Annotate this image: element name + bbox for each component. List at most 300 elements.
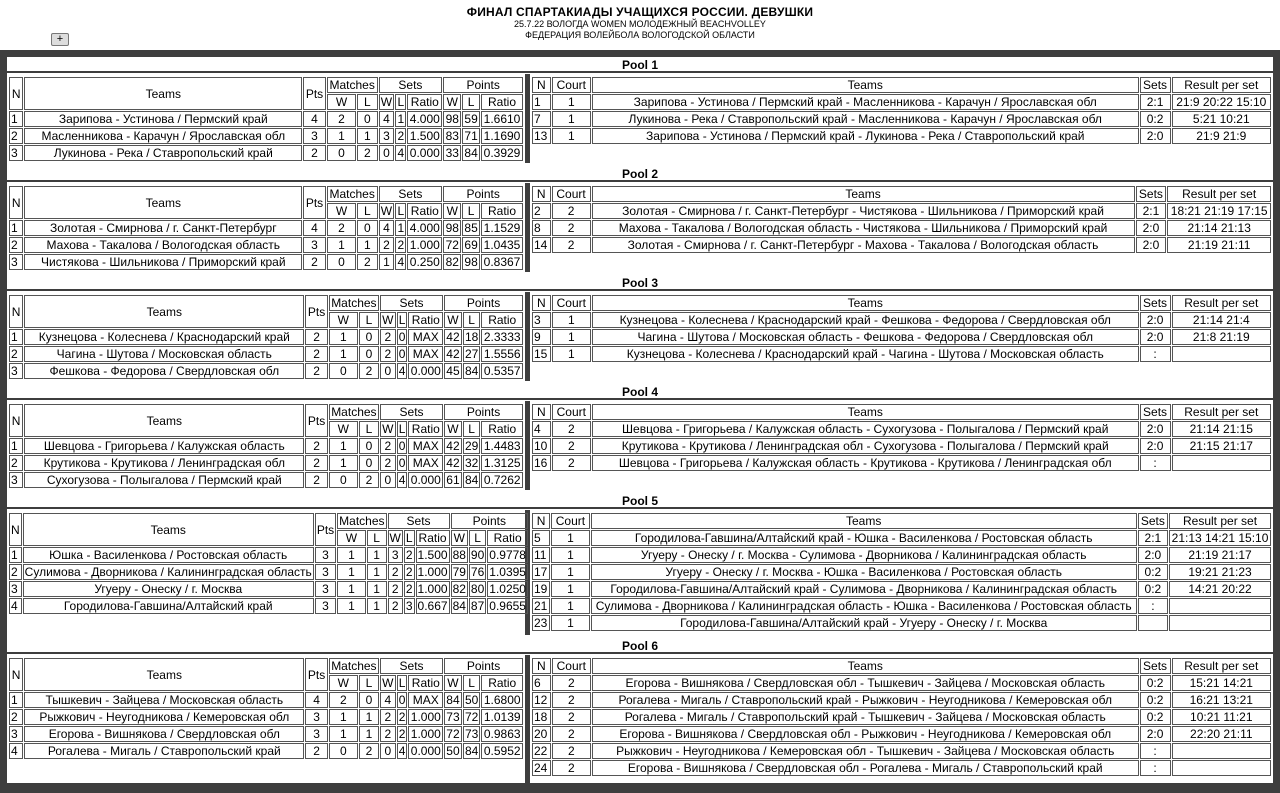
pool-title: Pool 6 xyxy=(7,638,1273,654)
match-number: 6 xyxy=(532,675,551,691)
points-won: 61 xyxy=(444,472,462,488)
team-points-total: 2 xyxy=(303,254,326,270)
standings-table xyxy=(8,294,524,380)
points-ratio: 1.0395 xyxy=(489,565,526,579)
match-teams: Лукинова - Река / Ставропольский край - Масленникова - Карачун / Ярославская обл xyxy=(592,111,1139,127)
matches-header-row xyxy=(532,77,1271,93)
column-divider xyxy=(525,74,530,163)
match-number: 21 xyxy=(532,598,550,614)
pool-columns xyxy=(7,401,1273,490)
matches-won: 0 xyxy=(329,472,358,488)
team-rank: 3 xyxy=(9,145,23,161)
points-won: 33 xyxy=(443,145,461,161)
team-points-total: 3 xyxy=(303,128,326,144)
matches-lost: 0 xyxy=(359,329,379,345)
points-won: 42 xyxy=(444,455,462,471)
standings-table xyxy=(8,657,524,760)
team-points-total: 2 xyxy=(305,438,327,454)
match-teams: Угуеру - Онеску / г. Москва - Юшка - Василенкова / Ростовская область xyxy=(591,564,1137,580)
standings-row xyxy=(9,581,528,597)
match-teams: Городилова-Гавшина/Алтайский край - Сулимова - Дворникова / Калининградская область xyxy=(591,581,1137,597)
points-won: 42 xyxy=(444,329,462,345)
points-lost: 90 xyxy=(470,548,485,562)
match-result xyxy=(1169,615,1271,631)
points-ratio: 0.5357 xyxy=(481,363,523,379)
subheader-ratio: Ratio xyxy=(481,94,523,110)
match-number: 20 xyxy=(532,726,551,742)
header-match-sets: Sets xyxy=(1140,77,1171,93)
header-n: N xyxy=(9,513,22,546)
match-sets: 2:0 xyxy=(1136,237,1167,253)
header-points: Points xyxy=(451,513,528,529)
match-row xyxy=(532,743,1271,759)
points-won: 88 xyxy=(452,548,466,562)
match-result: 21:14 21:13 xyxy=(1167,220,1271,236)
match-row xyxy=(532,760,1271,776)
header-result: Result per set xyxy=(1167,186,1271,202)
matches-header-row xyxy=(532,658,1271,674)
team-rank: 1 xyxy=(9,329,23,345)
match-teams: Зарипова - Устинова / Пермский край - Масленникова - Карачун / Ярославская обл xyxy=(592,94,1139,110)
match-row xyxy=(532,615,1271,631)
header-n: N xyxy=(9,77,23,110)
standings-row xyxy=(9,254,523,270)
match-court: 1 xyxy=(551,581,589,597)
sets-ratio: 4.000 xyxy=(407,111,442,127)
match-court: 2 xyxy=(552,421,591,437)
match-sets: 2:0 xyxy=(1140,329,1171,345)
pool-section xyxy=(7,57,1273,163)
match-sets: 0:2 xyxy=(1140,709,1171,725)
points-won: 72 xyxy=(443,237,461,253)
subheader-l: L xyxy=(395,203,406,219)
standings-row xyxy=(9,329,523,345)
match-court: 1 xyxy=(551,547,589,563)
match-number: 4 xyxy=(532,421,551,437)
match-sets: 2:0 xyxy=(1138,547,1168,563)
pool-title: Pool 1 xyxy=(7,57,1273,73)
team-rank: 1 xyxy=(9,220,23,236)
header-n: N xyxy=(9,404,23,437)
matches-table xyxy=(531,403,1272,472)
standings-table xyxy=(8,185,524,271)
match-row xyxy=(532,709,1271,725)
standings-row xyxy=(9,472,523,488)
pools-container xyxy=(7,57,1273,783)
match-sets: 0:2 xyxy=(1140,111,1171,127)
header-matches: Matches xyxy=(329,658,379,674)
match-number: 15 xyxy=(532,346,551,362)
match-number: 11 xyxy=(532,547,550,563)
match-court: 2 xyxy=(552,455,591,471)
sets-ratio: MAX xyxy=(408,346,443,362)
subheader-w: W xyxy=(443,203,461,219)
points-won: 83 xyxy=(443,128,461,144)
points-lost: 76 xyxy=(470,565,485,579)
points-lost: 87 xyxy=(470,599,485,613)
sets-won: 0 xyxy=(380,472,396,488)
match-number: 7 xyxy=(532,111,551,127)
sets-lost: 2 xyxy=(405,565,413,579)
sets-lost: 4 xyxy=(397,472,408,488)
match-teams: Зарипова - Устинова / Пермский край - Лукинова - Река / Ставропольский край xyxy=(592,128,1139,144)
header-points: Points xyxy=(443,186,523,202)
points-ratio: 1.0139 xyxy=(481,709,523,725)
points-won: 82 xyxy=(452,582,466,596)
sets-ratio: 1.500 xyxy=(417,548,448,562)
team-rank: 2 xyxy=(9,346,23,362)
pool-title: Pool 5 xyxy=(7,493,1273,509)
points-lost: 29 xyxy=(463,438,481,454)
team-name: Крутикова - Крутикова / Ленинградская обл xyxy=(24,455,304,471)
page-subtitle-date: 25.7.22 ВОЛОГДА WOMEN МОЛОДЕЖНЫЙ BEACHVOLLEY xyxy=(514,19,766,29)
header-pts: Pts xyxy=(303,186,326,219)
sets-lost: 3 xyxy=(405,599,413,613)
points-won: 98 xyxy=(443,111,461,127)
match-court: 1 xyxy=(551,598,589,614)
team-rank: 4 xyxy=(9,598,22,614)
subheader-l: L xyxy=(463,421,481,437)
match-sets: : xyxy=(1140,346,1171,362)
expand-button[interactable]: + xyxy=(51,33,69,46)
subheader-l: L xyxy=(397,675,408,691)
header-pts: Pts xyxy=(315,513,336,546)
header-teams: Teams xyxy=(24,295,304,328)
subheader-w: W xyxy=(329,675,358,691)
matches-lost: 1 xyxy=(359,709,379,725)
header-teams: Teams xyxy=(24,404,304,437)
match-row xyxy=(532,598,1271,614)
match-sets: 2:1 xyxy=(1136,203,1167,219)
matches-header-row xyxy=(532,186,1271,202)
sets-won: 2 xyxy=(380,726,396,742)
match-number: 23 xyxy=(532,615,550,631)
subheader-l: L xyxy=(359,675,379,691)
subheader-l: L xyxy=(397,421,408,437)
match-teams: Золотая - Смирнова / г. Санкт-Петербург - Чистякова - Шильникова / Приморский край xyxy=(592,203,1135,219)
match-sets: : xyxy=(1140,760,1171,776)
match-number: 1 xyxy=(532,94,551,110)
match-result: 10:21 11:21 xyxy=(1172,709,1271,725)
team-rank: 1 xyxy=(9,111,23,127)
match-court: 2 xyxy=(552,709,591,725)
standings-row xyxy=(9,743,523,759)
match-row xyxy=(532,128,1271,144)
sets-ratio: 1.000 xyxy=(408,726,443,742)
match-number: 18 xyxy=(532,709,551,725)
sets-won: 2 xyxy=(380,329,396,345)
matches-lost: 1 xyxy=(357,237,377,253)
header-matches: Matches xyxy=(327,186,378,202)
header-sets: Sets xyxy=(380,658,443,674)
points-won: 73 xyxy=(444,709,462,725)
subheader-w: W xyxy=(444,312,462,328)
matches-lost: 0 xyxy=(357,220,377,236)
sets-lost: 0 xyxy=(397,455,408,471)
subheader-l: L xyxy=(469,530,486,546)
match-number: 16 xyxy=(532,455,551,471)
team-points-total: 4 xyxy=(303,111,326,127)
matches-table xyxy=(531,185,1272,254)
standings-row xyxy=(9,564,528,580)
team-rank: 2 xyxy=(9,564,22,580)
match-result xyxy=(1169,598,1271,614)
sets-ratio: MAX xyxy=(408,438,443,454)
points-won: 72 xyxy=(444,726,462,742)
matches-table xyxy=(531,512,1272,632)
match-row xyxy=(532,312,1271,328)
match-court: 2 xyxy=(552,692,591,708)
points-won: 45 xyxy=(444,363,462,379)
match-number: 19 xyxy=(532,581,550,597)
header-match-teams: Teams xyxy=(592,77,1139,93)
header-matches: Matches xyxy=(339,514,385,528)
matches-header-row xyxy=(532,404,1271,420)
match-court: 1 xyxy=(552,94,591,110)
sets-ratio: 0.250 xyxy=(407,254,442,270)
header-n: N xyxy=(9,295,23,328)
match-row xyxy=(532,203,1271,219)
subheader-l: L xyxy=(359,421,379,437)
match-court: 1 xyxy=(552,329,591,345)
column-divider xyxy=(525,655,530,783)
match-court: 1 xyxy=(552,128,591,144)
pool-section xyxy=(7,493,1273,635)
matches-won: 1 xyxy=(337,564,366,580)
match-row xyxy=(532,329,1271,345)
matches-won: 1 xyxy=(329,455,358,471)
subheader-ratio: Ratio xyxy=(407,203,442,219)
points-won: 84 xyxy=(452,599,466,613)
team-rank: 3 xyxy=(9,472,23,488)
standings-row xyxy=(9,346,523,362)
pool-section xyxy=(7,384,1273,490)
subheader-w: W xyxy=(380,312,396,328)
sets-lost: 0 xyxy=(397,692,408,708)
team-name: Золотая - Смирнова / г. Санкт-Петербург xyxy=(24,220,302,236)
page-title: ФИНАЛ СПАРТАКИАДЫ УЧАЩИХСЯ РОССИИ. ДЕВУШКИ xyxy=(466,5,814,19)
team-name: Кузнецова - Колеснева / Краснодарский край xyxy=(24,329,304,345)
team-name: Городилова-Гавшина/Алтайский край xyxy=(23,598,314,614)
page-header xyxy=(0,0,1280,48)
matches-won: 1 xyxy=(337,581,366,597)
match-teams: Рогалева - Мигаль / Ставропольский край - Рыжкович - Неугодникова / Кемеровская обл xyxy=(592,692,1139,708)
pool-section xyxy=(7,275,1273,381)
sets-won: 0 xyxy=(380,363,396,379)
match-teams: Золотая - Смирнова / г. Санкт-Петербург - Махова - Такалова / Вологодская область xyxy=(592,237,1135,253)
match-result: 16:21 13:21 xyxy=(1172,692,1271,708)
sets-ratio: 1.000 xyxy=(417,582,448,596)
team-points-total: 3 xyxy=(303,237,326,253)
header-match-n: N xyxy=(532,186,551,202)
standings-table xyxy=(8,76,524,162)
points-ratio: 0.9863 xyxy=(481,726,523,742)
match-row xyxy=(532,581,1271,597)
header-match-teams: Teams xyxy=(592,295,1139,311)
match-number: 3 xyxy=(532,312,551,328)
match-result: 21:9 20:22 15:10 xyxy=(1172,94,1271,110)
sets-won: 2 xyxy=(380,438,396,454)
subheader-l: L xyxy=(462,203,480,219)
points-lost: 85 xyxy=(462,220,480,236)
match-sets: 2:0 xyxy=(1140,438,1171,454)
match-row xyxy=(532,455,1271,471)
match-number: 8 xyxy=(532,220,551,236)
sets-ratio: 1.000 xyxy=(407,237,442,253)
subheader-ratio: Ratio xyxy=(408,675,443,691)
points-ratio: 0.3929 xyxy=(481,145,523,161)
match-row xyxy=(532,692,1271,708)
match-teams: Егорова - Вишнякова / Свердловская обл - Рогалева - Мигаль / Ставропольский край xyxy=(592,760,1139,776)
match-sets: : xyxy=(1138,598,1168,614)
matches-won: 2 xyxy=(327,220,356,236)
header-pts: Pts xyxy=(303,77,326,110)
subheader-l: L xyxy=(463,312,481,328)
points-ratio: 0.5952 xyxy=(481,743,523,759)
match-result: 14:21 20:22 xyxy=(1169,581,1271,597)
matches-won: 2 xyxy=(329,692,358,708)
header-match-sets: Sets xyxy=(1140,658,1171,674)
match-sets: : xyxy=(1140,743,1171,759)
match-teams: Кузнецова - Колеснева / Краснодарский край - Чагина - Шутова / Московская область xyxy=(592,346,1139,362)
team-points-total: 4 xyxy=(303,220,326,236)
team-name: Угуеру - Онеску / г. Москва xyxy=(23,581,314,597)
header-result: Result per set xyxy=(1172,658,1271,674)
match-row xyxy=(532,421,1271,437)
match-court: 2 xyxy=(552,726,591,742)
match-teams: Чагина - Шутова / Московская область - Фешкова - Федорова / Свердловская обл xyxy=(592,329,1139,345)
header-teams: Teams xyxy=(23,513,314,546)
matches-lost: 2 xyxy=(359,472,379,488)
team-rank: 1 xyxy=(9,438,23,454)
sets-won: 0 xyxy=(380,743,396,759)
team-name: Тышкевич - Зайцева / Московская область xyxy=(24,692,304,708)
match-result: 22:20 21:11 xyxy=(1172,726,1271,742)
match-sets xyxy=(1138,615,1168,631)
header-pts: Pts xyxy=(305,404,327,437)
points-ratio: 1.0435 xyxy=(481,237,523,253)
standings-row xyxy=(9,692,523,708)
match-row xyxy=(532,530,1271,546)
match-result xyxy=(1172,743,1271,759)
team-points-total: 3 xyxy=(315,581,336,597)
matches-table xyxy=(531,657,1272,777)
standings-header-row xyxy=(9,513,528,529)
match-sets: 0:2 xyxy=(1140,675,1171,691)
team-points-total: 2 xyxy=(305,329,327,345)
points-lost: 27 xyxy=(463,346,481,362)
team-name: Рыжкович - Неугодникова / Кемеровская обл xyxy=(24,709,304,725)
team-name: Егорова - Вишнякова / Свердловская обл xyxy=(24,726,304,742)
match-court: 2 xyxy=(552,438,591,454)
match-result: 21:15 21:17 xyxy=(1172,438,1271,454)
pool-title: Pool 4 xyxy=(7,384,1273,400)
matches-lost: 1 xyxy=(367,598,387,614)
matches-won: 0 xyxy=(327,145,356,161)
match-court: 2 xyxy=(552,760,591,776)
match-court: 2 xyxy=(552,237,591,253)
match-sets: 2:1 xyxy=(1138,530,1168,546)
subheader-w: W xyxy=(379,203,395,219)
header-court: Court xyxy=(552,404,591,420)
subheader-l: L xyxy=(405,531,413,545)
team-name: Масленникова - Карачун / Ярославская обл xyxy=(24,128,302,144)
match-court: 2 xyxy=(552,220,591,236)
pool-columns xyxy=(7,292,1273,381)
sets-ratio: MAX xyxy=(408,455,443,471)
sets-won: 2 xyxy=(379,237,395,253)
points-lost: 59 xyxy=(462,111,480,127)
match-sets: 0:2 xyxy=(1138,564,1168,580)
team-points-total: 2 xyxy=(305,363,327,379)
points-ratio: 0.7262 xyxy=(481,472,523,488)
match-result: 21:13 14:21 15:10 xyxy=(1169,530,1271,546)
team-name: Чагина - Шутова / Московская область xyxy=(24,346,304,362)
team-points-total: 2 xyxy=(305,455,327,471)
matches-lost: 0 xyxy=(359,346,379,362)
match-sets: : xyxy=(1140,455,1171,471)
match-number: 9 xyxy=(532,329,551,345)
match-row xyxy=(532,346,1271,362)
match-sets: 2:0 xyxy=(1140,128,1171,144)
matches-won: 1 xyxy=(329,726,358,742)
sets-lost: 4 xyxy=(395,254,406,270)
page-subtitle-federation: ФЕДЕРАЦИЯ ВОЛЕЙБОЛА ВОЛОГОДСКОЙ ОБЛАСТИ xyxy=(525,30,755,40)
matches-won: 1 xyxy=(337,598,366,614)
match-court: 2 xyxy=(552,203,591,219)
header-teams: Teams xyxy=(24,77,302,110)
points-ratio: 1.1690 xyxy=(481,128,523,144)
subheader-w: W xyxy=(379,94,395,110)
matches-lost: 1 xyxy=(367,564,387,580)
match-row xyxy=(532,237,1271,253)
matches-lost: 2 xyxy=(357,254,377,270)
matches-header-row xyxy=(532,513,1271,529)
match-teams: Угуеру - Онеску / г. Москва - Сулимова - Дворникова / Калининградская область xyxy=(591,547,1137,563)
matches-won: 1 xyxy=(329,346,358,362)
team-name: Рогалева - Мигаль / Ставропольский край xyxy=(24,743,304,759)
sets-won: 0 xyxy=(379,145,395,161)
results-frame xyxy=(0,50,1280,793)
header-match-n: N xyxy=(532,295,551,311)
subheader-l: L xyxy=(357,94,377,110)
match-teams: Шевцова - Григорьева / Калужская область - Сухогузова - Полыгалова / Пермский край xyxy=(592,421,1139,437)
match-result: 21:19 21:11 xyxy=(1167,237,1271,253)
match-teams: Махова - Такалова / Вологодская область - Чистякова - Шильникова / Приморский край xyxy=(592,220,1135,236)
match-number: 17 xyxy=(532,564,550,580)
sets-won: 4 xyxy=(379,220,395,236)
match-teams: Рыжкович - Неугодникова / Кемеровская обл - Тышкевич - Зайцева / Московская область xyxy=(592,743,1139,759)
points-lost: 71 xyxy=(462,128,480,144)
match-number: 12 xyxy=(532,692,551,708)
subheader-w: W xyxy=(337,530,366,546)
team-rank: 3 xyxy=(9,726,23,742)
points-ratio: 0.9778 xyxy=(489,548,526,562)
points-ratio: 1.3125 xyxy=(481,455,523,471)
subheader-w: W xyxy=(389,531,401,545)
subheader-l: L xyxy=(367,530,387,546)
subheader-l: L xyxy=(397,312,408,328)
match-court: 2 xyxy=(552,743,591,759)
sets-lost: 0 xyxy=(397,438,408,454)
team-rank: 2 xyxy=(9,455,23,471)
team-rank: 2 xyxy=(9,709,23,725)
match-teams: Рогалева - Мигаль / Ставропольский край - Тышкевич - Зайцева / Московская область xyxy=(592,709,1139,725)
matches-lost: 0 xyxy=(357,111,377,127)
header-result: Result per set xyxy=(1172,404,1271,420)
sets-ratio: 0.667 xyxy=(417,599,448,613)
header-result: Result per set xyxy=(1169,513,1271,529)
